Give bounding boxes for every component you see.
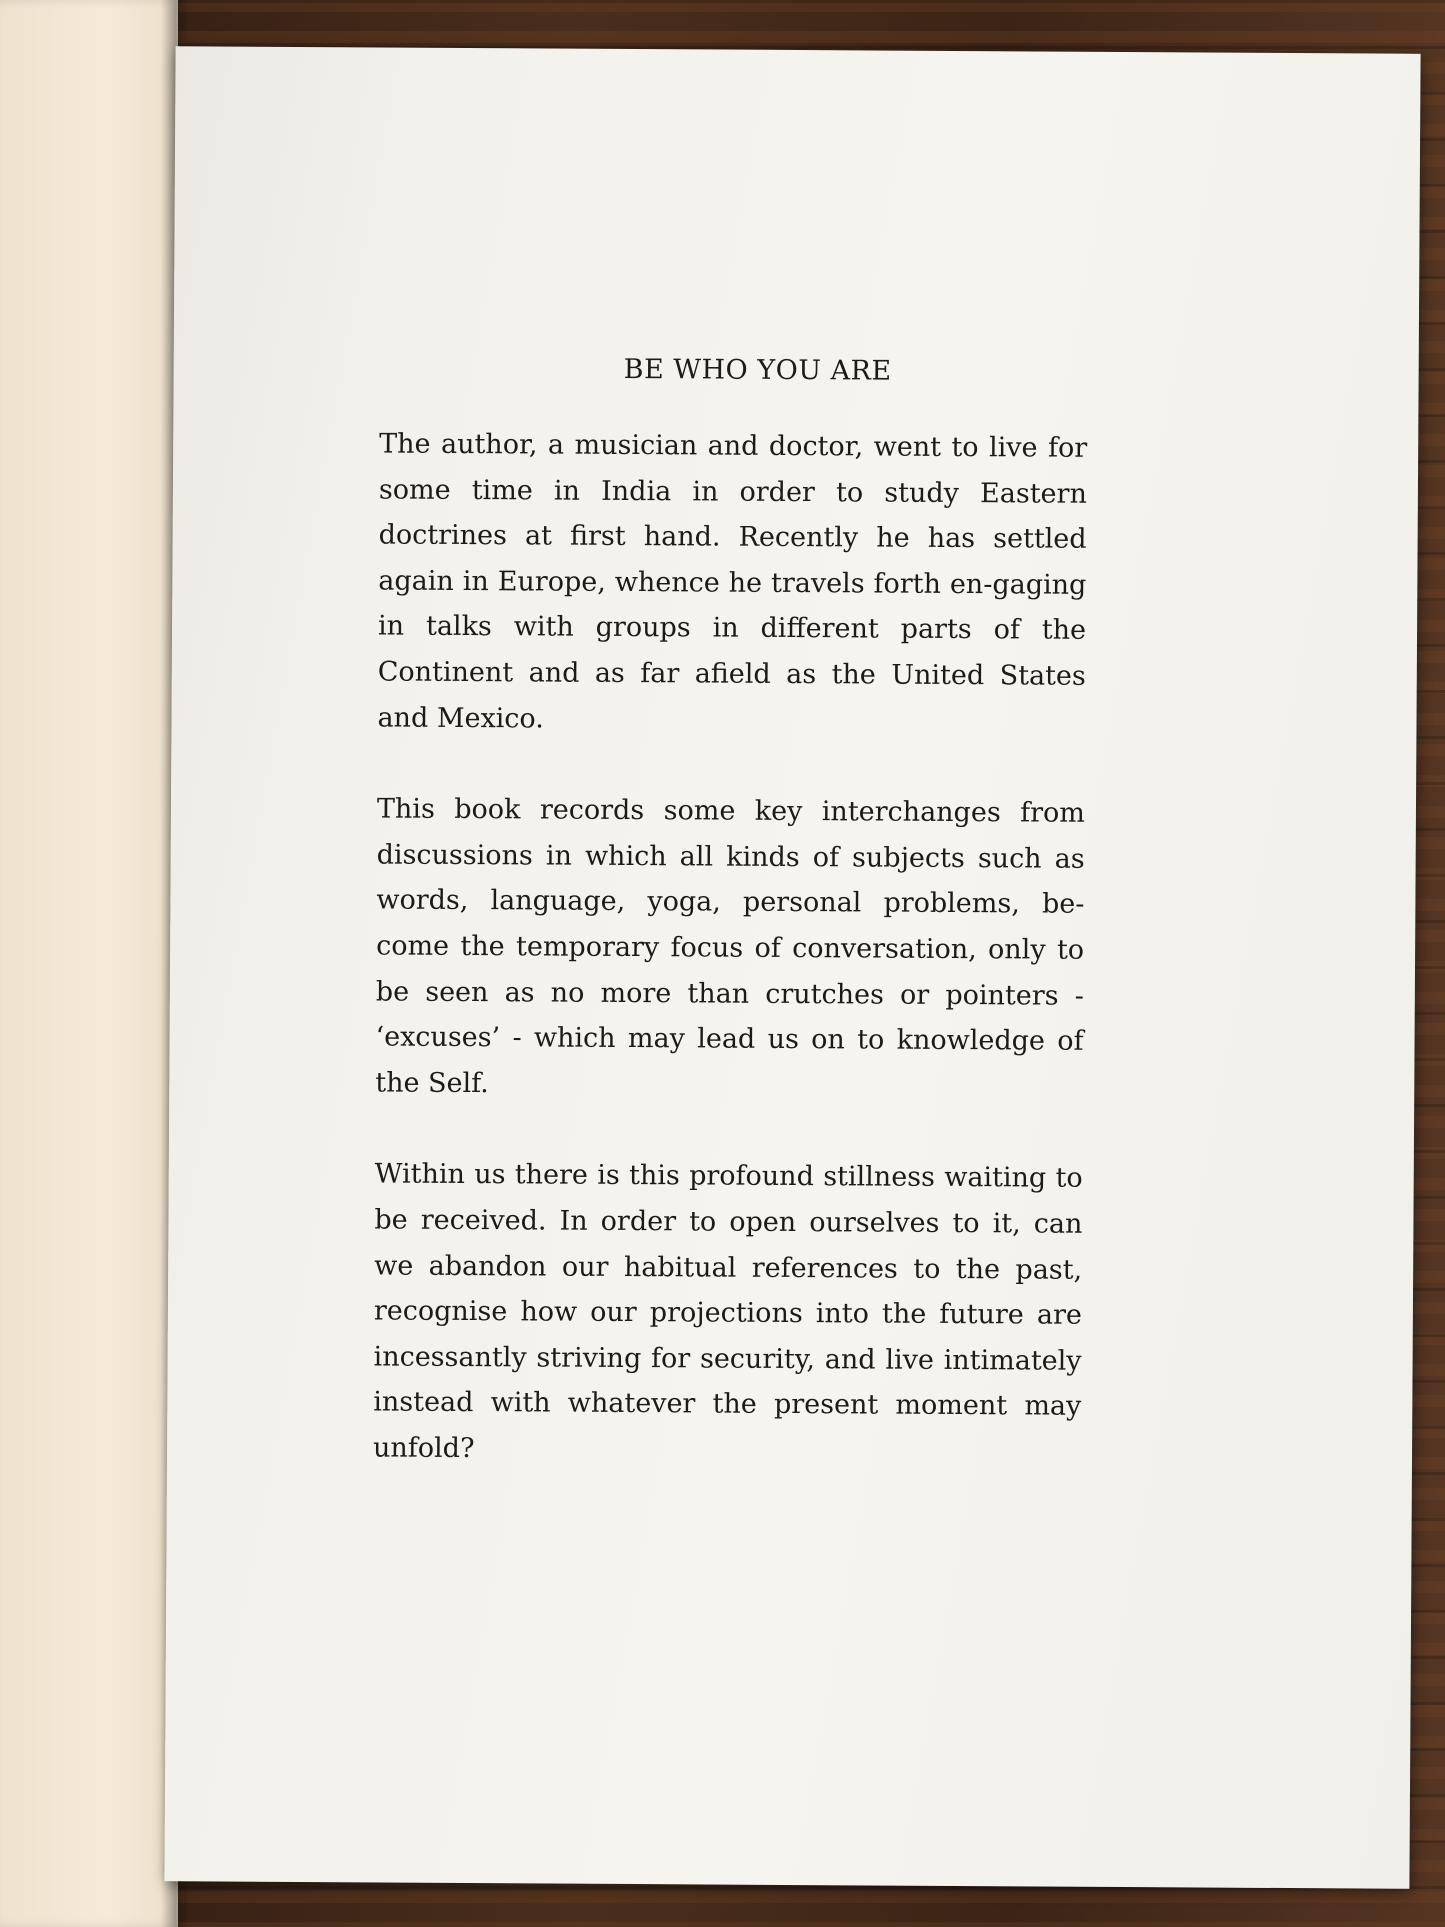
paragraph-3: Within us there is this profound stillness waiting to be received. In order to open ourselves to it, can we abandon our habitual references to the past, recognise how our projections into the future are incessantly striving for security, and live intimately instead with whatever the present moment may unfold? (372, 1158, 1083, 1464)
paragraph-1: The author, a musician and doctor, went to live for some time in India in order to study Eastern doctrines at first hand. Recently he has settled again in Europe, whence he travels forth en-gaging in talks with groups in different parts of the Continent and as far afield as the United States and Mexico. (377, 428, 1088, 735)
page-title: BE WHO YOU ARE (623, 353, 892, 387)
paragraph-2: This book records some key interchanges from discussions in which all kinds of subjects such as words, language, yoga, personal problems, be-come the temporary focus of conversation, only to be seen as no more than crutches or pointers - ‘excuses’ - which may lead us on to knowledge of the Self. (375, 793, 1086, 1099)
book-page (164, 46, 1420, 1889)
page-text-block (373, 352, 1088, 1521)
facing-page-edge (0, 0, 178, 1927)
